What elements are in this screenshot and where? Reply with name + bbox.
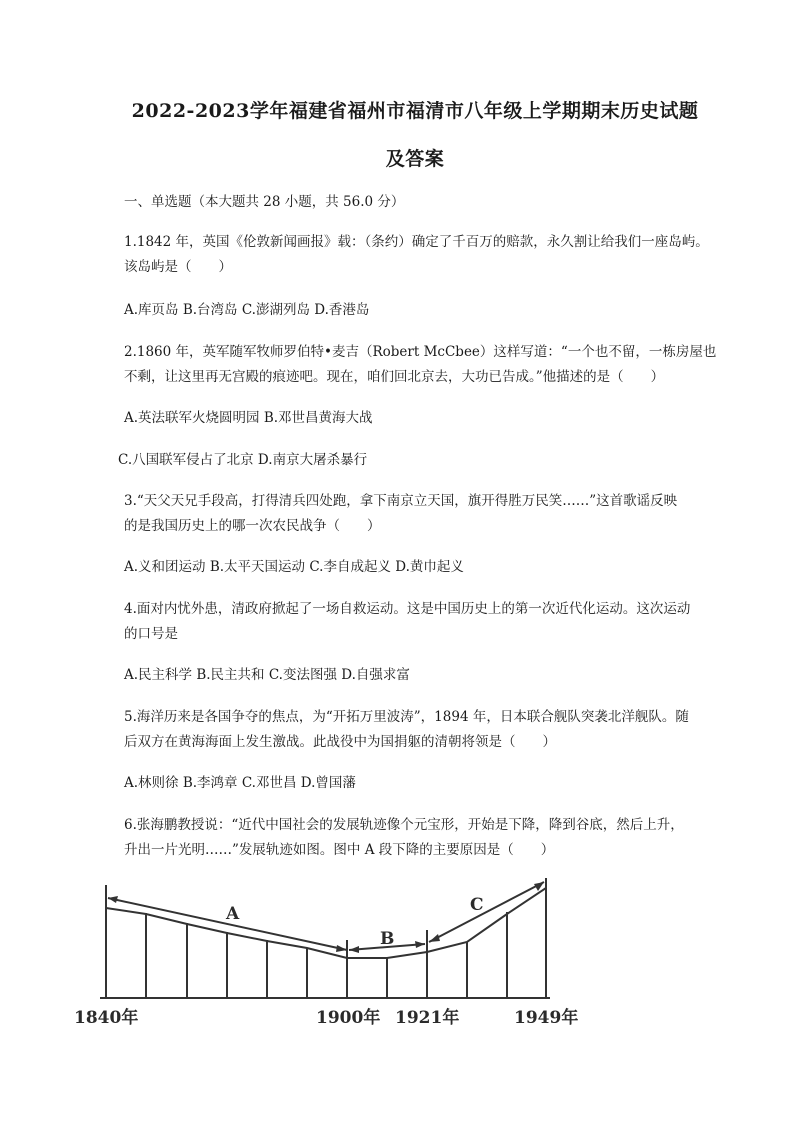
question-3-line-1: 3.“天父天兄手段高，打得清兵四处跑，拿下南京立天国，旗开得胜万民笑……”这首歌谣反映 xyxy=(124,493,678,509)
question-4-line-1: 4.面对内忧外患，清政府掀起了一场自救运动。这是中国历史上的第一次近代化运动。这次运动 xyxy=(124,601,691,617)
segment-label-b: B xyxy=(380,929,395,949)
question-5-line-2: 后双方在黄海海面上发生激战。此战役中为国捐躯的清朝将领是（ ） xyxy=(124,734,556,750)
question-5-options: A.林则徐 B.李鸿章 C.邓世昌 D.曾国藩 xyxy=(124,775,356,791)
arrowhead-a-right xyxy=(336,945,347,952)
segment-label-c: C xyxy=(470,895,484,915)
question-5-line-1: 5.海洋历来是各国争夺的焦点，为“开拓万里波涛”，1894 年，日本联合舰队突袭北洋舰队。随 xyxy=(124,709,689,725)
question-1-line-2: 该岛屿是（ ） xyxy=(124,259,232,275)
trajectory-diagram xyxy=(60,870,600,1040)
question-2-options-1: A.英法联军火烧圆明园 B.邓世昌黄海大战 xyxy=(124,410,373,426)
year-label-1921: 1921年 xyxy=(395,1008,460,1028)
trajectory-diagram-svg xyxy=(60,870,600,1040)
arrow-line-c xyxy=(429,882,544,942)
question-3-options: A.义和团运动 B.太平天国运动 C.李自成起义 D.黄巾起义 xyxy=(124,559,464,575)
year-label-1840: 1840年 xyxy=(74,1008,139,1028)
question-1-options: A.库页岛 B.台湾岛 C.澎湖列岛 D.香港岛 xyxy=(124,302,370,318)
question-4-options: A.民主科学 B.民主共和 C.变法图强 D.自强求富 xyxy=(124,667,410,683)
question-3-line-2: 的是我国历史上的哪一次农民战争（ ） xyxy=(124,518,381,534)
question-2-line-2: 不剩，让这里再无宫殿的痕迹吧。现在，咱们回北京去，大功已告成。”他描述的是（ ） xyxy=(124,369,665,385)
arrowhead-c-left xyxy=(429,934,440,942)
question-2-options-2: C.八国联军侵占了北京 D.南京大屠杀暴行 xyxy=(118,452,368,468)
question-6-line-1: 6.张海鹏教授说：“近代中国社会的发展轨迹像个元宝形，开始是下降，降到谷底，然后上升， xyxy=(124,817,684,833)
question-6-line-2: 升出一片光明……”发展轨迹如图。图中 A 段下降的主要原因是（ ） xyxy=(124,842,555,858)
segment-label-a: A xyxy=(226,904,240,924)
page-title-continued: 及答案 xyxy=(385,148,445,170)
question-2-line-1: 2.1860 年，英军随军牧师罗伯特•麦吉（Robert McCbee）这样写道：“一个也不留，一栋房屋也 xyxy=(124,344,717,360)
question-4-line-2: 的口号是 xyxy=(124,626,178,642)
arrowhead-b-right xyxy=(415,941,425,948)
year-label-1900: 1900年 xyxy=(316,1008,381,1028)
arrowhead-a-left xyxy=(108,896,118,903)
arrowhead-b-left xyxy=(349,946,359,953)
year-label-1949: 1949年 xyxy=(514,1008,579,1028)
question-1-line-1: 1.1842 年，英国《伦敦新闻画报》载：（条约）确定了千百万的赔款，永久割让给我们一座岛屿。 xyxy=(124,234,709,250)
page-title: 2022-2023学年福建省福州市福清市八年级上学期期末历史试题 xyxy=(131,100,699,122)
section-header: 一、单选题（本大题共 28 小题，共 56.0 分） xyxy=(124,194,405,210)
